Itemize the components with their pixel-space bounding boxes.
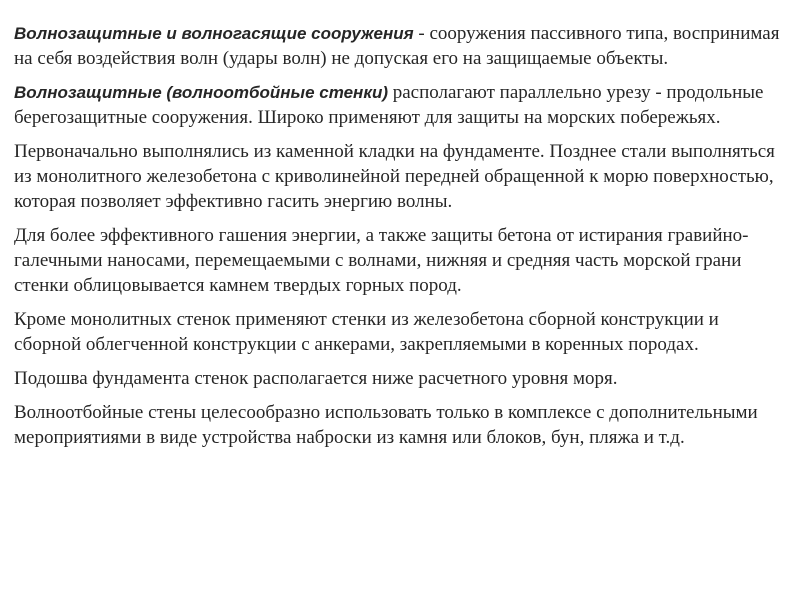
paragraph-1-text: - сооружения пассивного типа, воспринимая на себя воздействия волн (удары волн) не допуская его на защищаемые объекты. <box>14 23 780 69</box>
paragraph-6-text: Подошва фундамента стенок располагается ниже расчетного уровня моря. <box>14 368 618 389</box>
paragraph-3-text: Первоначально выполнялись из каменной кладки на фундаменте. Позднее стали выполняться из монолитного железобетона с криволинейной передней обращенной к морю поверхностью, которая позволяет эффективно гасить энергию волны. <box>14 141 775 212</box>
term-wave-walls: Волнозащитные (волноотбойные стенки) <box>14 83 388 102</box>
paragraph-2 <box>14 80 786 130</box>
paragraph-4-text: Для более эффективного гашения энергии, а также защиты бетона от истирания гравийно-галечными наносами, перемещаемыми с волнами, нижняя и средняя часть морской грани стенки облицовывается камнем твердых горных пород. <box>14 225 749 296</box>
paragraph-5-text: Кроме монолитных стенок применяют стенки из железобетона сборной конструкции и сборной облегченной конструкции с анкерами, закрепляемыми в коренных породах. <box>14 309 719 355</box>
paragraph-4 <box>14 223 786 298</box>
paragraph-6 <box>14 366 786 391</box>
paragraph-5 <box>14 307 786 357</box>
paragraph-2-text: располагают параллельно урезу - продольные берегозащитные сооружения. Широко применяют для защиты на морских побережьях. <box>14 82 764 128</box>
paragraph-7-text: Волноотбойные стены целесообразно использовать только в комплексе с дополнительными мероприятиями в виде устройства наброски из камня или блоков, бун, пляжа и т.д. <box>14 402 758 448</box>
paragraph-1 <box>14 21 786 71</box>
term-wave-protection-structures: Волнозащитные и волногасящие сооружения <box>14 24 414 43</box>
document-body <box>14 21 786 459</box>
paragraph-7 <box>14 400 786 450</box>
paragraph-3 <box>14 139 786 214</box>
